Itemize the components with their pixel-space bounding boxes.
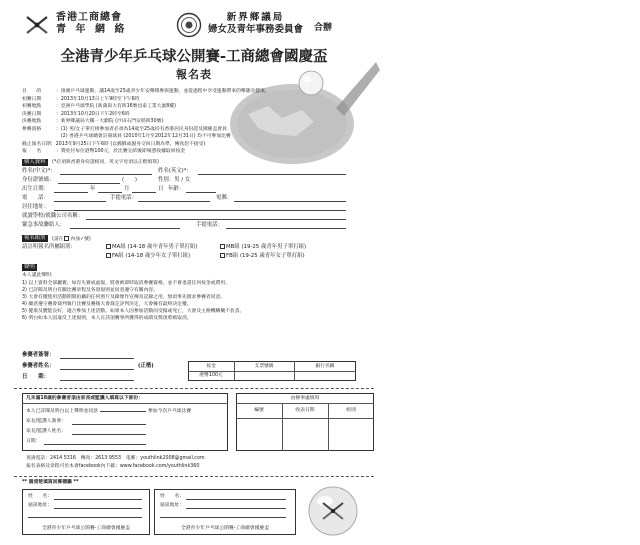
signer-label: 參賽者簽署： <box>22 352 55 358</box>
return-label-footer: 全港青少年乒乓球公開賽-工商總會國慶盃 <box>41 526 131 531</box>
chamber-logo-icon <box>24 14 50 36</box>
school-label: 就讀學校/就職公司名稱： <box>22 213 84 219</box>
office-use-heading: 由辦事處填寫 <box>290 396 320 401</box>
dob-label: 出生日期： <box>22 186 49 192</box>
council-emblem-icon <box>176 12 202 38</box>
school-field[interactable] <box>86 219 346 220</box>
return-name-field[interactable] <box>54 499 142 500</box>
guardian-consent-text: 本人已詳閱及明白以上聲明並同意 參加今次乒乓球比賽 <box>26 409 192 414</box>
office-use-rule <box>236 418 374 419</box>
category-option-mb[interactable]: MB組 (19-25 歲青年男子單打組) <box>220 244 306 251</box>
declaration-intro: 本人謹此聲明： <box>22 273 56 278</box>
emergency-mobile-label: 手提電話： <box>196 222 223 228</box>
payment-amount: 港幣100元 <box>199 373 223 378</box>
org1-name <box>56 12 127 36</box>
mobile-label: 手提電話： <box>110 195 137 201</box>
return-address-label: 通訊地址： <box>28 503 52 508</box>
address-label: 居住地址： <box>22 204 49 210</box>
download-line: 報名表格及章程可於本會facebook內下載：www.facebook.com/youthlink360 <box>26 464 200 469</box>
info-row: (2) 香港乒乓球總會註冊球員 (2010年1月至2012年12月31日) 均不可參加比賽 <box>60 134 231 139</box>
form-title: 全港青少年乒乓球公開賽-工商總會國慶盃 <box>60 49 328 65</box>
form-subtitle: 報名表 <box>176 68 212 81</box>
category-section-note: (請在 內加✓號) <box>52 237 91 242</box>
dob-year-field[interactable] <box>54 192 88 193</box>
age-field[interactable] <box>186 192 216 193</box>
phone-label: 電 話： <box>22 195 49 201</box>
dob-month-unit: 月 <box>124 186 130 192</box>
participant-name-label: 參賽者姓名： <box>22 363 55 369</box>
office-use-rule <box>236 403 374 404</box>
org1-line2: 青 年 網 絡 <box>56 24 128 35</box>
parent-sign-field[interactable] <box>72 424 146 425</box>
parent-sign-label: 家長/監護人簽署： <box>26 419 66 424</box>
return-name-label: 姓 名： <box>160 494 184 499</box>
age-label: 年齡： <box>168 186 185 192</box>
cut-line <box>14 388 374 389</box>
return-label-footer: 全港青少年乒乓球公開賽-工商總會國慶盃 <box>180 526 270 531</box>
participant-name-field[interactable] <box>60 369 134 370</box>
receipt-heading: ** 請清楚填寫回郵標籤 ** <box>22 480 79 485</box>
checkmark-icon: ✓ <box>80 237 85 242</box>
phone-field[interactable] <box>54 201 106 202</box>
org2-name <box>208 12 303 36</box>
info-row: 決賽日期 ：2013年10月20日下午2時至6時 <box>22 111 130 117</box>
dob-year-unit: 年 <box>90 186 96 192</box>
email-field[interactable] <box>234 201 346 202</box>
guardian-heading-rule <box>22 403 228 404</box>
office-col-number: 編號 <box>254 408 264 413</box>
declaration-item: 1) 以上資料全部屬實，如有失實或虛報，將會被即時取消參賽資格，並不會退還任何按金或費用。 <box>22 281 230 286</box>
id-label: 身份證號碼： <box>22 177 55 183</box>
payment-header-bank: 銀行名稱 <box>315 364 335 369</box>
address-field[interactable] <box>54 210 346 211</box>
info-row: 目 的 ：推廣乒乓球運動，讓14歲至25歲青少年安樂積參與運動，並從過程中享受運動帶來的樂趣及健康。 <box>22 89 270 94</box>
email-label: 電郵： <box>216 195 233 201</box>
ward-name-blank[interactable] <box>100 407 146 412</box>
emergency-contact-label: 緊急事故聯絡人： <box>22 222 66 228</box>
contact-line: 查詢電話：2414 5316 傳真：2613 9553 電郵：youthlink2008@gmail.com <box>26 456 205 461</box>
checkbox-icon[interactable] <box>106 244 111 249</box>
info-row: 截止報名日期：2013年9月25日下午6時 (以郵戳或親身交回日期為準，傳真恕不接受) <box>22 141 206 147</box>
dob-day-field[interactable] <box>132 192 156 193</box>
office-col-group: 組別 <box>346 408 356 413</box>
sign-date-field[interactable] <box>60 380 134 381</box>
name-cn-field[interactable] <box>60 174 152 175</box>
emergency-contact-field[interactable] <box>70 228 180 229</box>
declaration-item: 4) 願意遵守賽會裁判執行比賽及賽後大會裁定評判決定，大會擁有最終決定權。 <box>22 302 192 307</box>
checkbox-icon[interactable] <box>220 253 225 258</box>
sign-date-label: 日 期： <box>22 374 49 380</box>
registration-form-page <box>8 6 380 538</box>
dob-month-field[interactable] <box>98 192 122 193</box>
guardian-date-label: 日期： <box>26 439 41 444</box>
info-row: 參賽資格 ：(1) 男/女子單打組參加者必須為14歲至25歲持有香港居民身份證及國慶盃會員 <box>22 126 227 132</box>
checkbox-icon[interactable] <box>220 244 225 249</box>
mascot-icon <box>304 484 362 538</box>
return-address-field[interactable] <box>54 508 142 509</box>
declaration-item: 3) 大會有權使用活動期間拍攝的任何照片及錄像作宣傳及記錄之用，無須事先徵求參賽者同意。 <box>22 295 226 300</box>
guardian-date-field[interactable] <box>44 444 146 445</box>
info-row: 決賽地點 ：新界鄉議局大樓一大劇院 (沙田石門安睦街30號) <box>22 119 164 124</box>
org2-line2: 婦女及青年事務委員會 <box>208 24 304 35</box>
return-address-field[interactable] <box>28 517 142 518</box>
personal-section-note: (*必須與香港身份證相同，英文字母須以正楷填寫) <box>52 160 159 165</box>
name-en-field[interactable] <box>198 174 346 175</box>
mobile-field[interactable] <box>138 201 210 202</box>
declaration-item: 6) 明白如本人因違反上述規則，本人在該項賽事所獲得的成績及獎項將被取消。 <box>22 316 192 321</box>
declaration-section-label: 聲明 <box>24 264 35 270</box>
return-address-field[interactable] <box>160 517 286 518</box>
return-name-label: 姓 名： <box>28 494 52 499</box>
id-field[interactable] <box>58 183 120 184</box>
cut-line <box>14 476 374 477</box>
parent-name-label: 家長/監護人姓名： <box>26 429 66 434</box>
org1-line1: 香港工商總會 <box>56 12 122 23</box>
info-row: 初賽地點 ：亞洲乒乓球學院 (新蒲崗大有街16號昌泰工業大廈8樓) <box>22 104 176 109</box>
declaration-item: 5) 健康及體能良好，適合參加上述活動。如果本人因參加活動而受傷或死亡，大會及主辦機構概不負責。 <box>22 309 245 314</box>
block-letters-note: (正楷) <box>138 363 154 369</box>
info-row: 初賽日期 ：2013年10月13日上午9時至下午6時 <box>22 96 140 102</box>
gender-label[interactable]: 性別：男 / 女 <box>158 177 191 183</box>
declaration-item: 2) 已詳閱及明白有關比賽章程及各項規則並同意遵守有關內容。 <box>22 288 158 293</box>
parent-name-field[interactable] <box>72 434 146 435</box>
guardian-heading: 凡未滿18歲的參賽者須由家長或監護人填寫以下部份： <box>26 396 144 401</box>
emergency-mobile-field[interactable] <box>226 228 346 229</box>
checkbox-icon <box>64 236 69 241</box>
payment-table-divider <box>188 371 356 372</box>
dob-day-unit: 日 <box>158 186 164 192</box>
org2-line1: 新界鄉議局 <box>226 12 285 23</box>
personal-section-label: 個人資料 <box>24 159 46 165</box>
payment-header-cheque: 支票號碼 <box>254 364 274 369</box>
return-address-field[interactable] <box>186 508 286 509</box>
return-address-label: 通訊地址： <box>160 503 184 508</box>
return-name-field[interactable] <box>186 499 286 500</box>
category-prompt: 請註明報名所屬組別： <box>22 244 76 250</box>
name-cn-label: 姓名(中文)*： <box>22 168 56 174</box>
category-section-label: 報名組別 <box>24 235 46 241</box>
office-col-received: 收表日期 <box>295 408 315 413</box>
payment-header-deposit: 按金 <box>206 364 216 369</box>
co-host-label: 合辦 <box>314 23 333 33</box>
id-check-digit[interactable]: ( ) <box>122 177 137 183</box>
info-row: 報 名 ：費免付每位港幣100元，於比賽完結後即場憑收據取回按金 <box>22 149 186 154</box>
checkbox-icon[interactable] <box>106 253 111 258</box>
signer-field[interactable] <box>60 358 134 359</box>
category-option-fb[interactable]: FB組 (19-25 歲青年女子單打組) <box>220 253 305 260</box>
category-option-fa[interactable]: FA組 (14-18 歲少年女子單打組) <box>106 253 190 260</box>
category-option-ma[interactable]: MA組 (14-18 歲中青年男子單打組) <box>106 244 198 251</box>
name-en-label: 姓名(英文)*： <box>158 168 192 174</box>
